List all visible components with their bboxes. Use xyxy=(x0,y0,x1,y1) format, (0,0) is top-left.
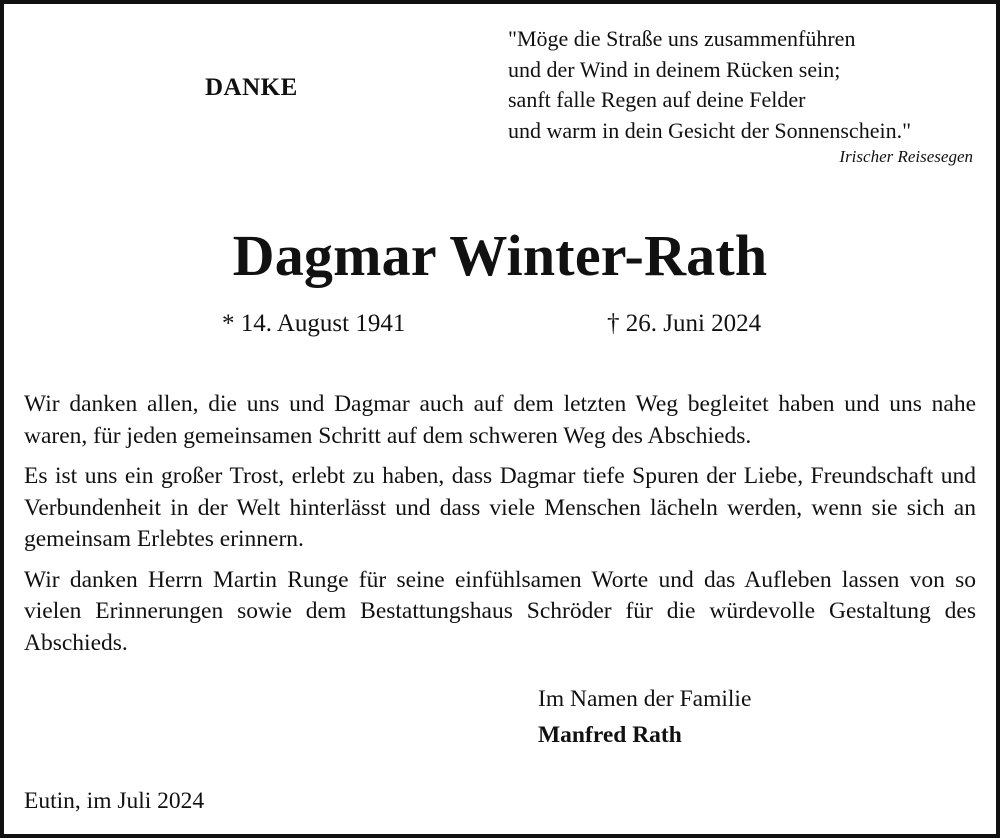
signature-name: Manfred Rath xyxy=(538,722,682,748)
blessing-quote xyxy=(508,24,973,146)
deceased-name: Dagmar Winter-Rath xyxy=(232,223,768,288)
thanks-paragraph: Wir danken allen, die uns und Dagmar auch auf dem letzten Weg begleitet haben und uns nahe waren, für jeden gemeinsamen Schritt auf dem schweren Weg des Abschieds. xyxy=(24,391,976,449)
notice-heading: DANKE xyxy=(205,74,298,101)
place-date: Eutin, im Juli 2024 xyxy=(24,788,205,814)
quote-line: "Möge die Straße uns zusammenführen xyxy=(508,26,856,51)
thanks-paragraph: Es ist uns ein großer Trost, erlebt zu haben, dass Dagmar tiefe Spuren der Liebe, Freundschaft und Verbundenheit in der Welt hinterlässt und dass viele Menschen lächeln werden, wenn sie sich an gemeinsam Erlebtes erinnern. xyxy=(24,463,976,552)
quote-line: sanft falle Regen auf deine Felder xyxy=(508,87,806,112)
quote-source: Irischer Reisesegen xyxy=(839,147,973,166)
death-date: † 26. Juni 2024 xyxy=(607,310,762,337)
thanks-text xyxy=(24,389,976,668)
quote-line: und warm in dein Gesicht der Sonnenschein." xyxy=(508,117,912,143)
birth-date: * 14. August 1941 xyxy=(222,310,406,337)
quote-line: und der Wind in deinem Rücken sein; xyxy=(508,56,841,82)
signature-intro: Im Namen der Familie xyxy=(538,686,752,712)
thanks-paragraph: Wir danken Herrn Martin Runge für seine einfühlsamen Worte und das Aufleben lassen von so vielen Erinnerungen sowie dem Bestattungshaus Schröder für die würdevolle Gestaltung des Abschieds. xyxy=(24,566,976,656)
